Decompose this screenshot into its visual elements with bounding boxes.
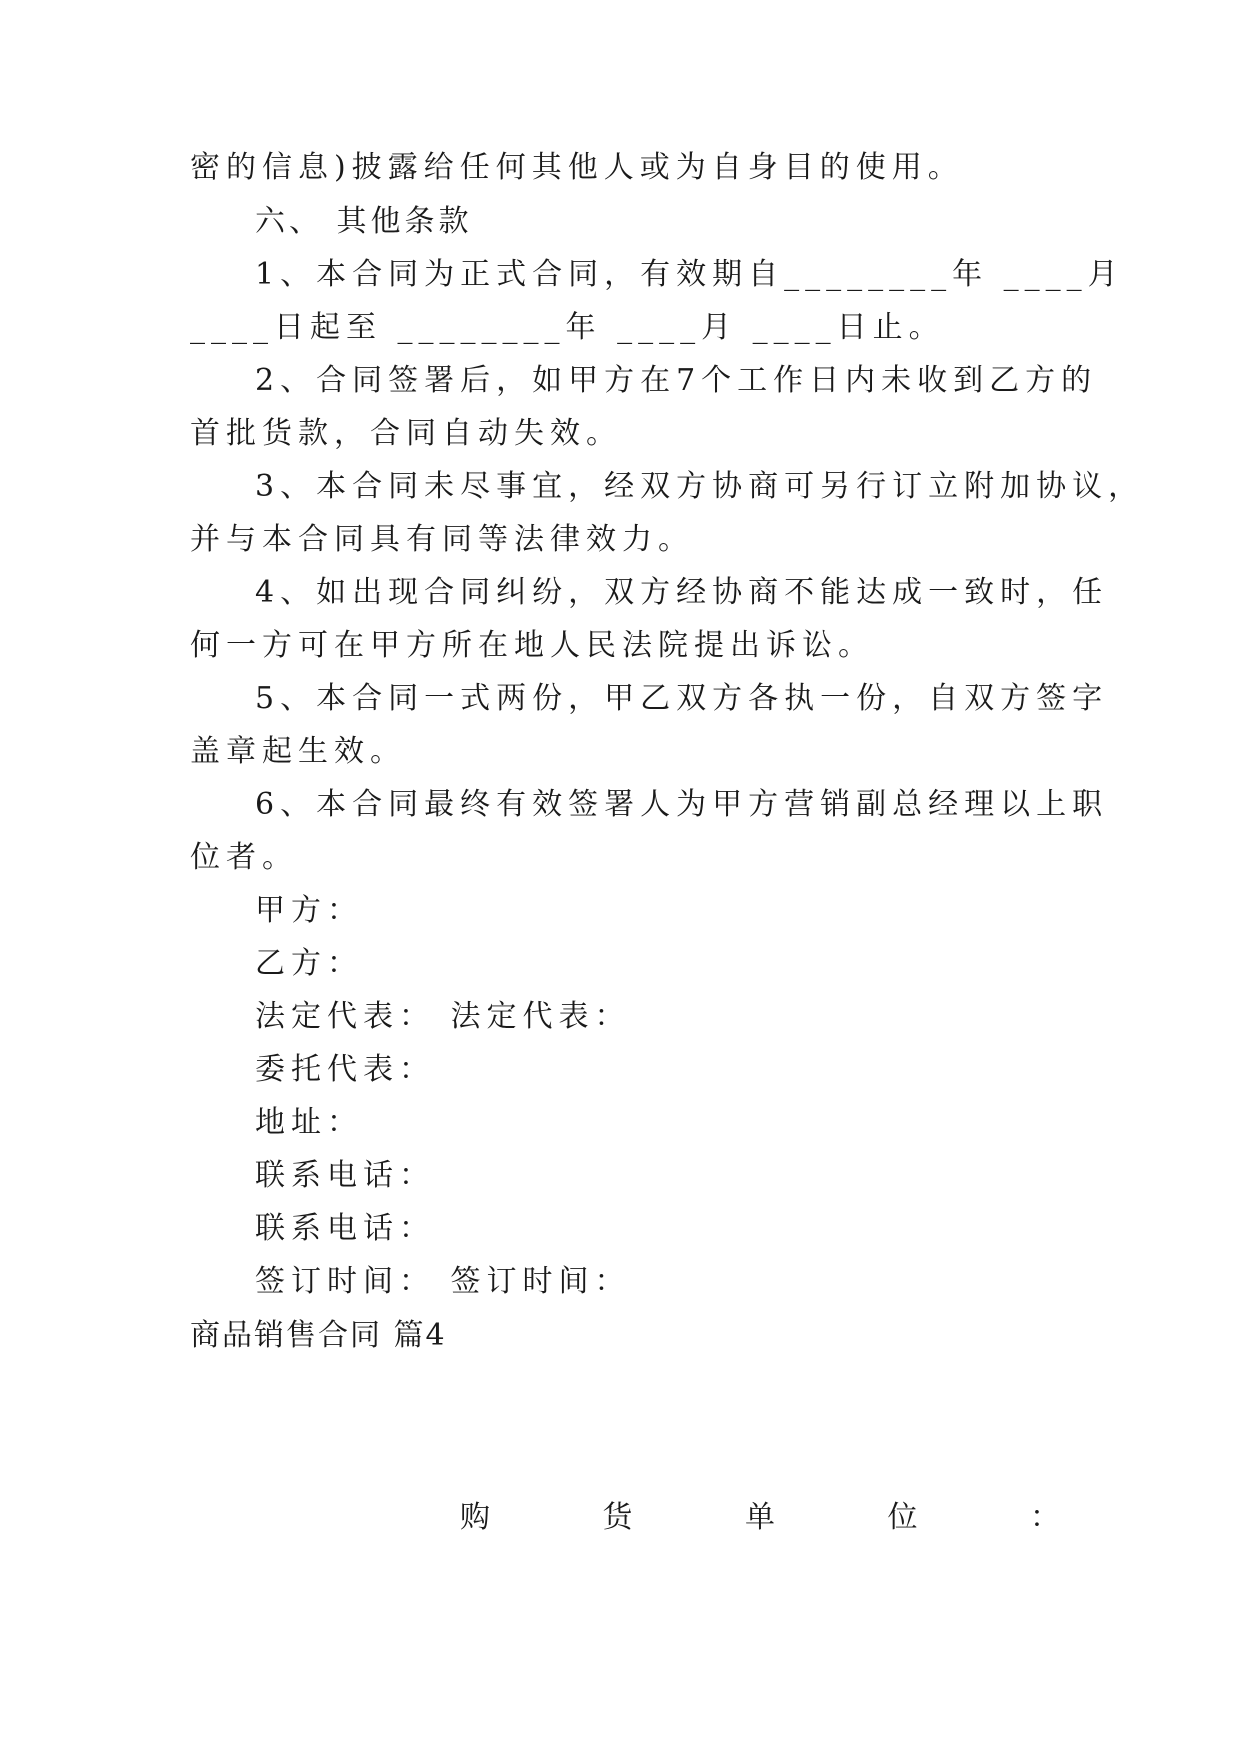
paragraph-line: 2、合同签署后，如甲方在7个工作日内未收到乙方的 — [255, 363, 1098, 398]
signature-phone: 联系电话： — [255, 1211, 435, 1246]
paragraph-line: 1、本合同为正式合同，有效期自________年 ____月 — [255, 257, 1124, 292]
buyer-char: ： — [1030, 1500, 1060, 1535]
paragraph-line: 并与本合同具有同等法律效力。 — [190, 522, 694, 557]
paragraph-line: 首批货款，合同自动失效。 — [190, 416, 622, 451]
paragraph-line: 盖章起生效。 — [190, 734, 406, 769]
section-heading: 商品销售合同 篇4 — [190, 1318, 447, 1353]
signature-party-b: 乙方： — [255, 946, 363, 981]
paragraph-line: 4、如出现合同纠纷，双方经协商不能达成一致时，任 — [255, 575, 1109, 610]
signature-phone: 联系电话： — [255, 1158, 435, 1193]
buyer-unit-label — [460, 1498, 1060, 1538]
signature-authorized-rep: 委托代表： — [255, 1052, 435, 1087]
signature-date: 签订时间： 签订时间： — [255, 1264, 631, 1299]
buyer-char: 单 — [745, 1500, 775, 1535]
buyer-char: 货 — [602, 1500, 633, 1535]
signature-party-a: 甲方： — [255, 893, 363, 928]
paragraph-line: 3、本合同未尽事宜，经双方协商可另行订立附加协议， — [255, 469, 1145, 504]
paragraph-line: 密的信息)披露给任何其他人或为自身目的使用。 — [190, 150, 964, 185]
paragraph-line: 位者。 — [190, 840, 298, 875]
paragraph-line: 5、本合同一式两份，甲乙双方各执一份，自双方签字 — [255, 681, 1109, 716]
buyer-char: 购 — [460, 1500, 490, 1535]
paragraph-line: ____日起至 ________年 ____月 ____日止。 — [190, 310, 945, 345]
paragraph-line: 6、本合同最终有效签署人为甲方营销副总经理以上职 — [255, 787, 1109, 822]
section-title: 六、 其他条款 — [255, 204, 473, 239]
signature-legal-rep: 法定代表： 法定代表： — [255, 999, 631, 1034]
buyer-char: 位 — [887, 1500, 918, 1535]
paragraph-line: 何一方可在甲方所在地人民法院提出诉讼。 — [190, 628, 874, 663]
signature-address: 地址： — [255, 1105, 363, 1140]
